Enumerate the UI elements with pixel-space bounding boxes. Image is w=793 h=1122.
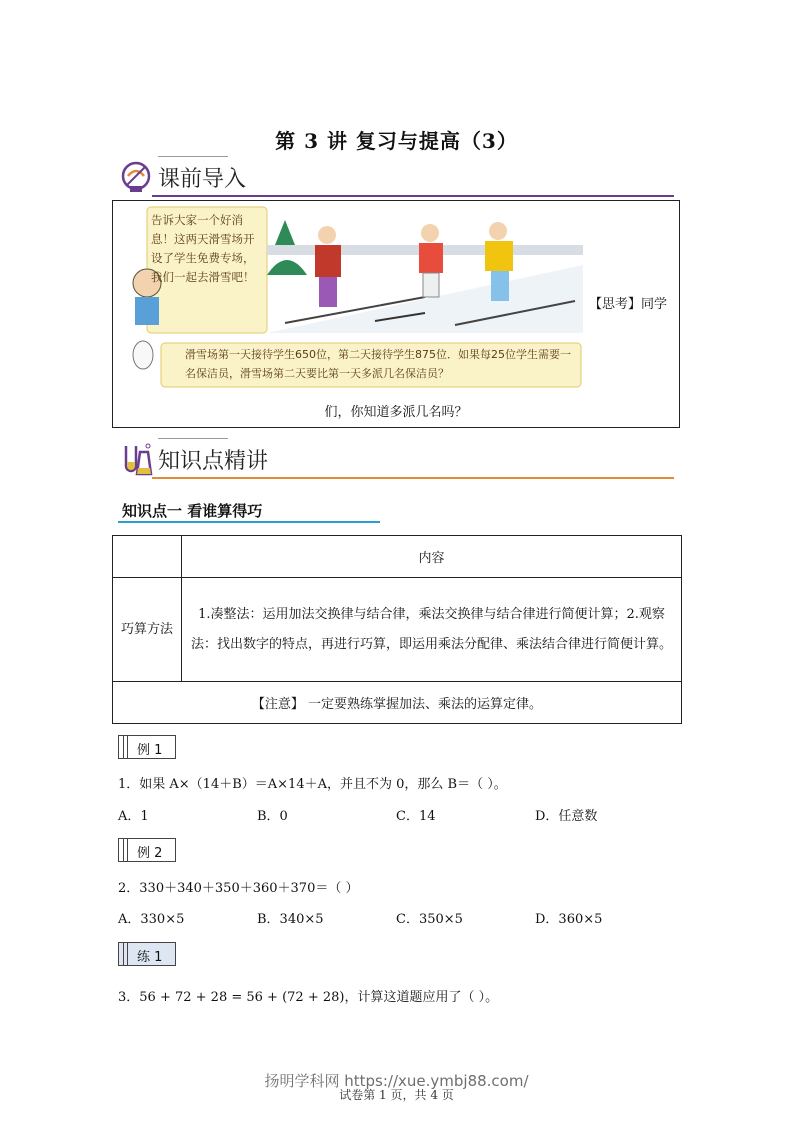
table-header-cell: 内容 — [182, 536, 682, 578]
option-d: D．任意数 — [535, 809, 598, 824]
section-title: 知识点精讲 — [158, 449, 269, 474]
comic-bubble-2: 滑雪场第一天接待学生650位，第二天接待学生875位．如果每25位学生需要一名保洁员，滑雪场第二天要比第一天多派几名保洁员？ — [185, 348, 571, 380]
intro-box — [112, 200, 680, 428]
option-c: C．14 — [396, 809, 436, 824]
watermark-text: 扬明学科网 https://xue.ymbj88.com/ — [264, 1072, 529, 1090]
comic-bubble-1: 告诉大家一个好消息！这两天滑雪场开设了学生免费专场，我们一起去滑雪吧！ — [151, 213, 255, 284]
table-row-content: 1.凑整法：运用加法交换律与结合律，乘法交换律与结合律进行简便计算；2.观察法：找出数字的特点，再进行巧算，即运用乘法分配律、乘法结合律进行简便计算。 — [182, 578, 682, 682]
knowledge-point-title: 知识点一 看谁算得巧 — [122, 502, 263, 520]
option-a: A．330×5 — [118, 912, 185, 927]
section-header-intro — [118, 158, 674, 200]
question-text: 3．56 + 72 + 28 = 56 + (72 + 28)，计算这道题应用了（ ）。 — [118, 990, 499, 1005]
option-c: C．350×5 — [396, 912, 463, 927]
table-note: 【注意】 一定要熟练掌握加法、乘法的运算定律。 — [113, 682, 682, 724]
practice-tag: 练 1 — [118, 942, 176, 966]
section-header-knowledge — [118, 440, 674, 482]
page-title: 第 3 讲 复习与提高（3） — [275, 129, 518, 153]
option-b: B．0 — [257, 809, 288, 824]
page-footer: 试卷第 1 页，共 4 页 — [339, 1088, 454, 1102]
example-tag: 例 1 — [118, 735, 176, 759]
think-prompt-continued: 们，你知道多派几名吗？ — [324, 405, 468, 420]
option-b: B．340×5 — [257, 912, 324, 927]
table-row-label: 巧算方法 — [113, 578, 182, 682]
option-d: D．360×5 — [535, 912, 603, 927]
brain-head-icon — [118, 158, 156, 196]
section-title: 课前导入 — [158, 167, 247, 192]
option-a: A．1 — [118, 809, 149, 824]
flask-icon — [118, 440, 156, 478]
question-text: 2．330＋340＋350＋360＋370＝（ ） — [118, 881, 359, 896]
example-tag: 例 2 — [118, 838, 176, 862]
question-text: 1．如果 A×（14＋B）＝A×14＋A，并且不为 0，那么 B＝（ ）。 — [118, 777, 507, 792]
knowledge-table — [112, 535, 682, 724]
knowledge-point-underline — [118, 521, 380, 523]
think-prompt: 【思考】同学 — [588, 297, 667, 312]
table-corner-cell — [113, 536, 182, 578]
skiing-comic-illustration — [125, 205, 583, 395]
